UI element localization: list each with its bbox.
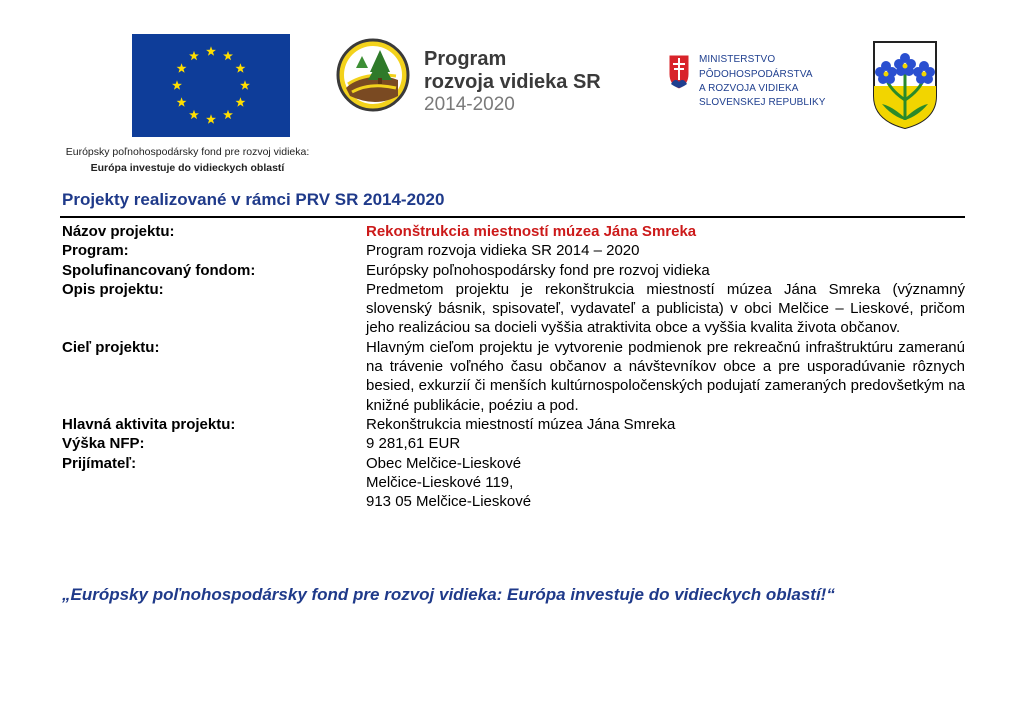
main-activity-value: Rekonštrukcia miestností múzea Jána Smreka — [366, 415, 676, 433]
fund-label: Spolufinancovaný fondom: — [62, 261, 256, 279]
municipal-coat-of-arms-icon — [872, 40, 938, 130]
prv-logo — [336, 38, 636, 118]
prv-logo-line2: rozvoja vidieka SR — [424, 71, 601, 93]
fund-value: Európsky poľnohospodársky fond pre rozvoj vidieka — [366, 261, 710, 279]
recipient-row — [62, 454, 965, 512]
ministry-name-line2: PÔDOHOSPODÁRSTVA — [699, 69, 813, 80]
grant-amount-label: Výška NFP: — [62, 435, 145, 453]
prv-logo-years: 2014-2020 — [424, 94, 515, 115]
description-row — [62, 280, 965, 338]
ministry-name-line4: SLOVENSKEJ REPUBLIKY — [699, 97, 826, 108]
ministry-name-line3: A ROZVOJA VIDIEKA — [699, 83, 799, 94]
fund-row — [62, 261, 965, 280]
eu-flag-icon — [132, 34, 290, 137]
recipient-value — [366, 454, 965, 512]
description-value: Predmetom projektu je rekonštrukcia miestností múzea Jána Smreka (významný slovenský básnik, spisovateľ, vydavateľ a publicista) v obci Melčice – Lieskové, pričom jeho realizáciou sa docieli vyššia atraktivita obce a vyššia kvalita života občanov. — [366, 280, 965, 337]
prv-logo-line1: Program — [424, 48, 507, 70]
program-label: Program: — [62, 242, 129, 260]
ministry-name-line1: MINISTERSTVO — [699, 54, 776, 65]
slovak-coat-of-arms-icon — [668, 54, 690, 90]
ministry-logo — [668, 54, 848, 114]
recipient-name: Obec Melčice-Lieskové — [366, 454, 522, 472]
main-activity-row — [62, 415, 965, 434]
logo-bar — [0, 0, 1024, 174]
footer-slogan: „Európsky poľnohospodársky fond pre rozvoj vidieka: Európa investuje do vidieckych oblastí!“ — [62, 585, 835, 604]
goal-label: Cieľ projektu: — [62, 338, 160, 356]
recipient-address-line1: Melčice-Lieskové 119, — [366, 473, 514, 491]
grant-amount-value: 9 281,61 EUR — [366, 435, 461, 453]
title-divider — [60, 216, 965, 218]
project-name-row — [62, 222, 965, 241]
project-details — [62, 222, 965, 511]
prv-emblem-icon — [336, 38, 410, 112]
program-row — [62, 241, 965, 260]
goal-row — [62, 338, 965, 415]
recipient-label: Prijímateľ: — [62, 454, 137, 472]
eu-logo-caption: Európsky poľnohospodársky fond pre rozvoj vidieka: — [65, 146, 310, 158]
goal-value: Hlavným cieľom projektu je vytvorenie podmienok pre rekreačnú infraštruktúru zameranú na trávenie voľného času občanov a návštevníkov obce a pre usporadúvanie rôznych besied, exkurzií či menších kultúrnospoločenských podujatí zameraných predovšetkým na knižné publikácie, poéziu a pod. — [366, 338, 965, 414]
project-name-value: Rekonštrukcia miestností múzea Jána Smreka — [366, 223, 697, 240]
recipient-address-line2: 913 05 Melčice-Lieskové — [366, 493, 532, 511]
program-value: Program rozvoja vidieka SR 2014 – 2020 — [366, 242, 640, 260]
eu-logo-slogan: Európa investuje do vidieckych oblastí — [90, 162, 285, 174]
grant-amount-row — [62, 434, 965, 453]
project-name-label: Názov projektu: — [62, 223, 175, 240]
main-activity-label: Hlavná aktivita projektu: — [62, 415, 236, 433]
description-label: Opis projektu: — [62, 280, 164, 298]
page-title: Projekty realizované v rámci PRV SR 2014-2020 — [62, 190, 445, 209]
